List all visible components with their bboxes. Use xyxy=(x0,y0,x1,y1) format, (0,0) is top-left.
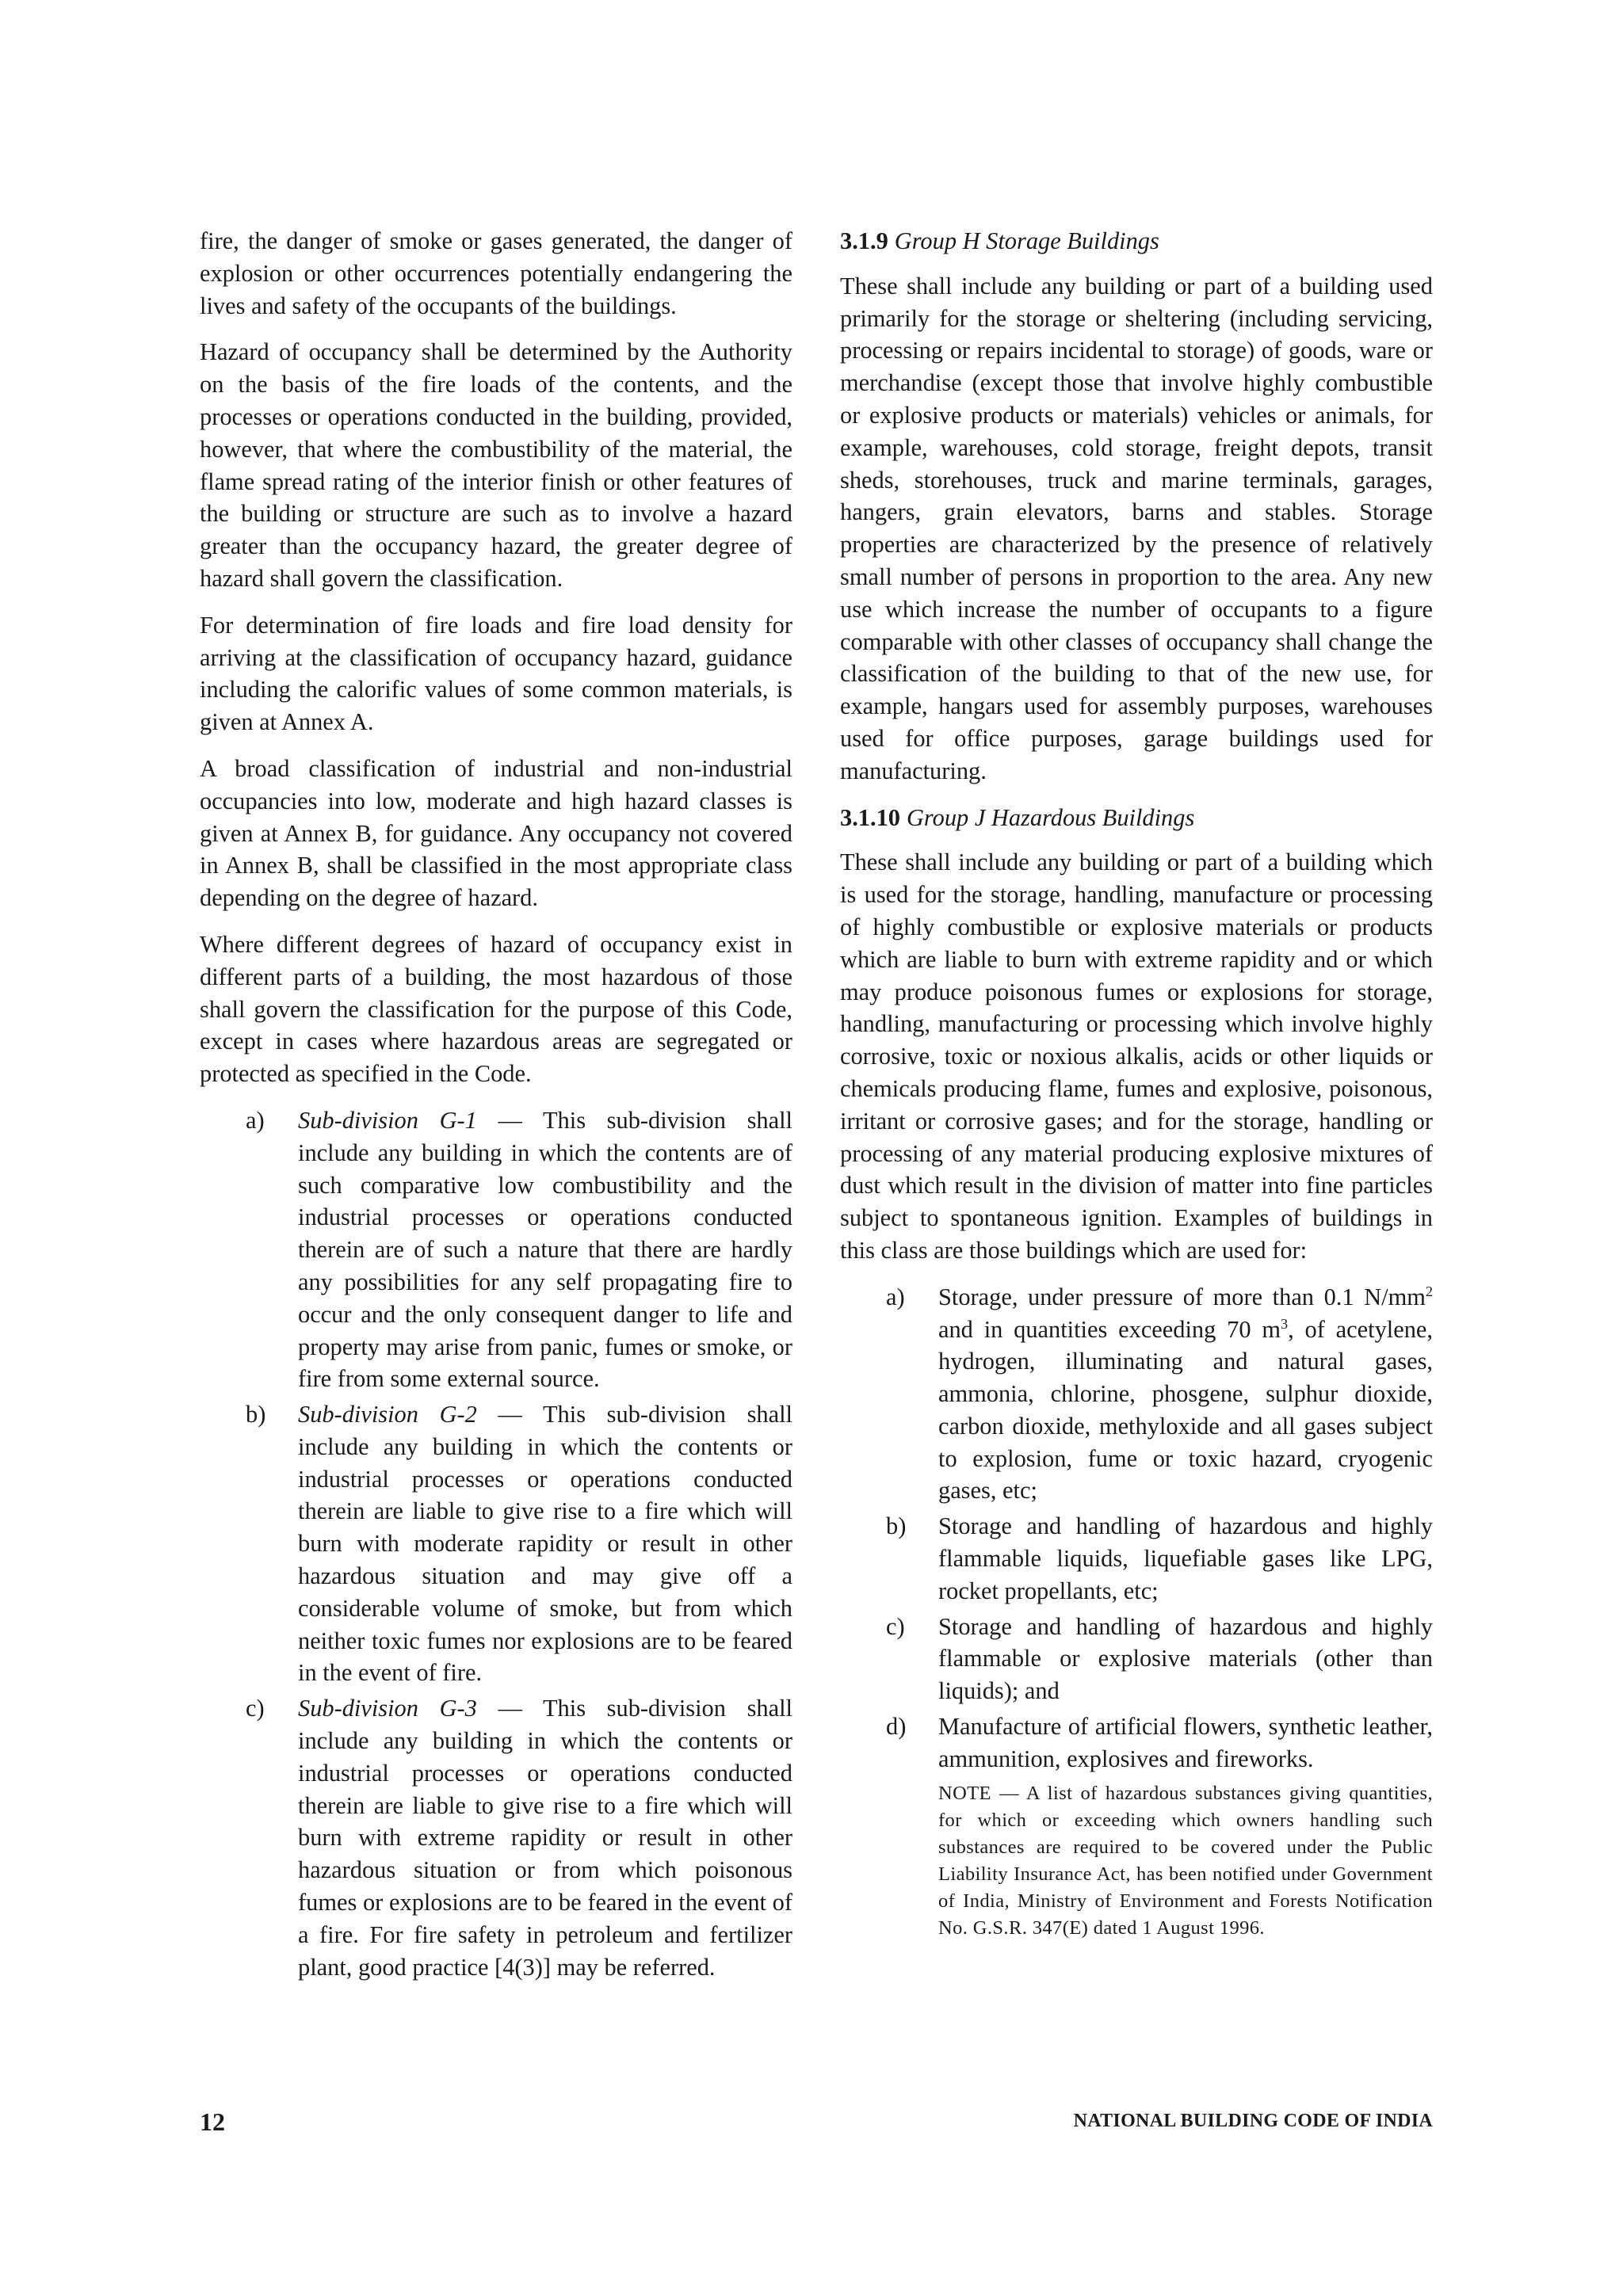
section-title: Group H Storage Buildings xyxy=(894,227,1159,254)
paragraph: Hazard of occupancy shall be determined by the Authority on the basis of the fire loads of the contents, and the processes or operations conducted in the building, provided, however, that where the combustibility of the material, the flame spread rating of the interior finish or other features of the building or structure are such as to involve a hazard greater than the occupancy hazard, the greater degree of hazard shall govern the classification. xyxy=(200,338,792,592)
list-label: c) xyxy=(246,1695,265,1722)
list-item xyxy=(840,1510,1433,1607)
subdivision-list xyxy=(200,1104,792,1984)
left-column xyxy=(200,225,792,1986)
list-label: a) xyxy=(246,1106,265,1134)
list-item xyxy=(200,1398,792,1689)
list-label: b) xyxy=(246,1401,266,1428)
section-number: 3.1.9 xyxy=(840,227,888,254)
list-item xyxy=(840,1281,1433,1508)
list-text: — This sub-division shall include any building in which the contents or industrial processes or operations conducted therein are liable to give rise to a fire which will burn with extreme rapidity or result in other hazardous situation or from which poisonous fumes or explosions are to be feared in the event of a fire. For fire safety in petroleum and fertilizer plant, good practice [4(3)] may be referred. xyxy=(298,1695,792,1981)
list-text: — This sub-division shall include any building in which the contents are of such comparative low combustibility and the industrial processes or operations conducted therein are of such a nature that there are hardly any possibilities for any self propagating fire to occur and the only consequent danger to life and property may arise from panic, fumes or smoke, or fire from some external source. xyxy=(298,1106,792,1393)
publication-title: NATIONAL BUILDING CODE OF INDIA xyxy=(1073,2111,1433,2131)
list-label: a) xyxy=(886,1283,905,1310)
section-heading xyxy=(840,802,1433,834)
paragraph: fire, the danger of smoke or gases generated, the danger of explosion or other occurrences potentially endangering the lives and safety of the occupants of the buildings. xyxy=(200,227,792,319)
paragraph: For determination of fire loads and fire load density for arriving at the classification of occupancy hazard, guidance including the calorific values of some common materials, is given at Annex A. xyxy=(200,611,792,736)
list-text: , of acetylene, hydrogen, illuminating and natural gases, ammonia, chlorine, phosgene, sulphur dioxide, carbon dioxide, methyloxide and all gases subject to explosion, fume or toxic hazard, cryogenic gases, etc; xyxy=(938,1315,1433,1505)
paragraph: A broad classification of industrial and non-industrial occupancies into low, moderate and high hazard classes is given at Annex B, for guidance. Any occupancy not covered in Annex B, shall be classified in the most appropriate class depending on the degree of hazard. xyxy=(200,754,792,912)
paragraph: These shall include any building or part of a building which is used for the storage, handling, manufacture or processing of highly combustible or explosive materials or products which are liable to burn with extreme rapidity and or which may produce poisonous fumes or explosions for storage, handling, manufacturing or processing which involve highly corrosive, toxic or noxious alkalis, acids or other liquids or chemicals producing flame, fumes and explosive, poisonous, irritant or corrosive gases; and for the storage, handling or processing of any material producing explosive mixtures of dust which result in the division of matter into fine particles subject to spontaneous ignition. Examples of buildings in this class are those buildings which are used for: xyxy=(840,849,1433,1264)
subdivision-name: Sub-division G-1 xyxy=(298,1106,477,1134)
superscript: 2 xyxy=(1425,1283,1433,1299)
list-text: Storage, under pressure of more than 0.1 N/mm xyxy=(938,1283,1426,1310)
list-text: Storage and handling of hazardous and highly flammable liquids, liquefiable gases like LPG, rocket propellants, etc; xyxy=(938,1512,1433,1604)
list-item xyxy=(840,1711,1433,1775)
list-text: — This sub-division shall include any building in which the contents or industrial processes or operations conducted therein are liable to give rise to a fire which will burn with moderate rapidity or result in other hazardous situation and may give off a considerable volume of smoke, but from which neither toxic fumes nor explosions are to be feared in the event of fire. xyxy=(298,1401,792,1687)
hazard-list xyxy=(840,1281,1433,1775)
page-footer xyxy=(200,2107,1433,2139)
paragraph: Where different degrees of hazard of occupancy exist in different parts of a building, the most hazardous of those shall govern the classification for the purpose of this Code, except in cases where hazardous areas are segregated or protected as specified in the Code. xyxy=(200,930,792,1088)
section-title: Group J Hazardous Buildings xyxy=(906,803,1195,831)
list-item xyxy=(200,1104,792,1395)
section-heading xyxy=(840,225,1433,257)
list-item xyxy=(200,1692,792,1983)
list-text: Storage and handling of hazardous and highly flammable or explosive materials (other than liquids); and xyxy=(938,1612,1433,1705)
list-label: d) xyxy=(886,1713,907,1741)
right-column xyxy=(840,225,1433,1942)
superscript: 3 xyxy=(1281,1315,1289,1332)
note-text: NOTE — A list of hazardous substances giving quantities, for which or exceeding which owners handling such substances are required to be covered under the Public Liability Insurance Act, has been notified under Government of India, Ministry of Environment and Forests Notification No. G.S.R. 347(E) dated 1 August 1996. xyxy=(938,1782,1433,1939)
list-text: and in quantities exceeding 70 m xyxy=(938,1315,1281,1343)
list-label: b) xyxy=(886,1512,907,1540)
list-text: Manufacture of artificial flowers, synthetic leather, ammunition, explosives and fireworks. xyxy=(938,1713,1433,1772)
subdivision-name: Sub-division G-2 xyxy=(298,1401,477,1428)
section-number: 3.1.10 xyxy=(840,803,900,831)
subdivision-name: Sub-division G-3 xyxy=(298,1695,477,1722)
list-label: c) xyxy=(886,1612,905,1640)
list-item xyxy=(840,1611,1433,1707)
page-number: 12 xyxy=(200,2107,225,2136)
paragraph: These shall include any building or part of a building used primarily for the storage or sheltering (including servicing, processing or repairs incidental to storage) of goods, ware or merchandise (except those that involve highly combustible or explosive products or materials) vehicles or animals, for example, warehouses, cold storage, freight depots, transit sheds, storehouses, truck and marine terminals, garages, hangers, grain elevators, barns and stables. Storage properties are characterized by the presence of relatively small number of persons in proportion to the area. Any new use which increase the number of occupants to a figure comparable with other classes of occupancy shall change the classification of the building to that of the new use, for example, hangars used for assembly purposes, warehouses used for office purposes, garage buildings used for manufacturing. xyxy=(840,272,1433,784)
